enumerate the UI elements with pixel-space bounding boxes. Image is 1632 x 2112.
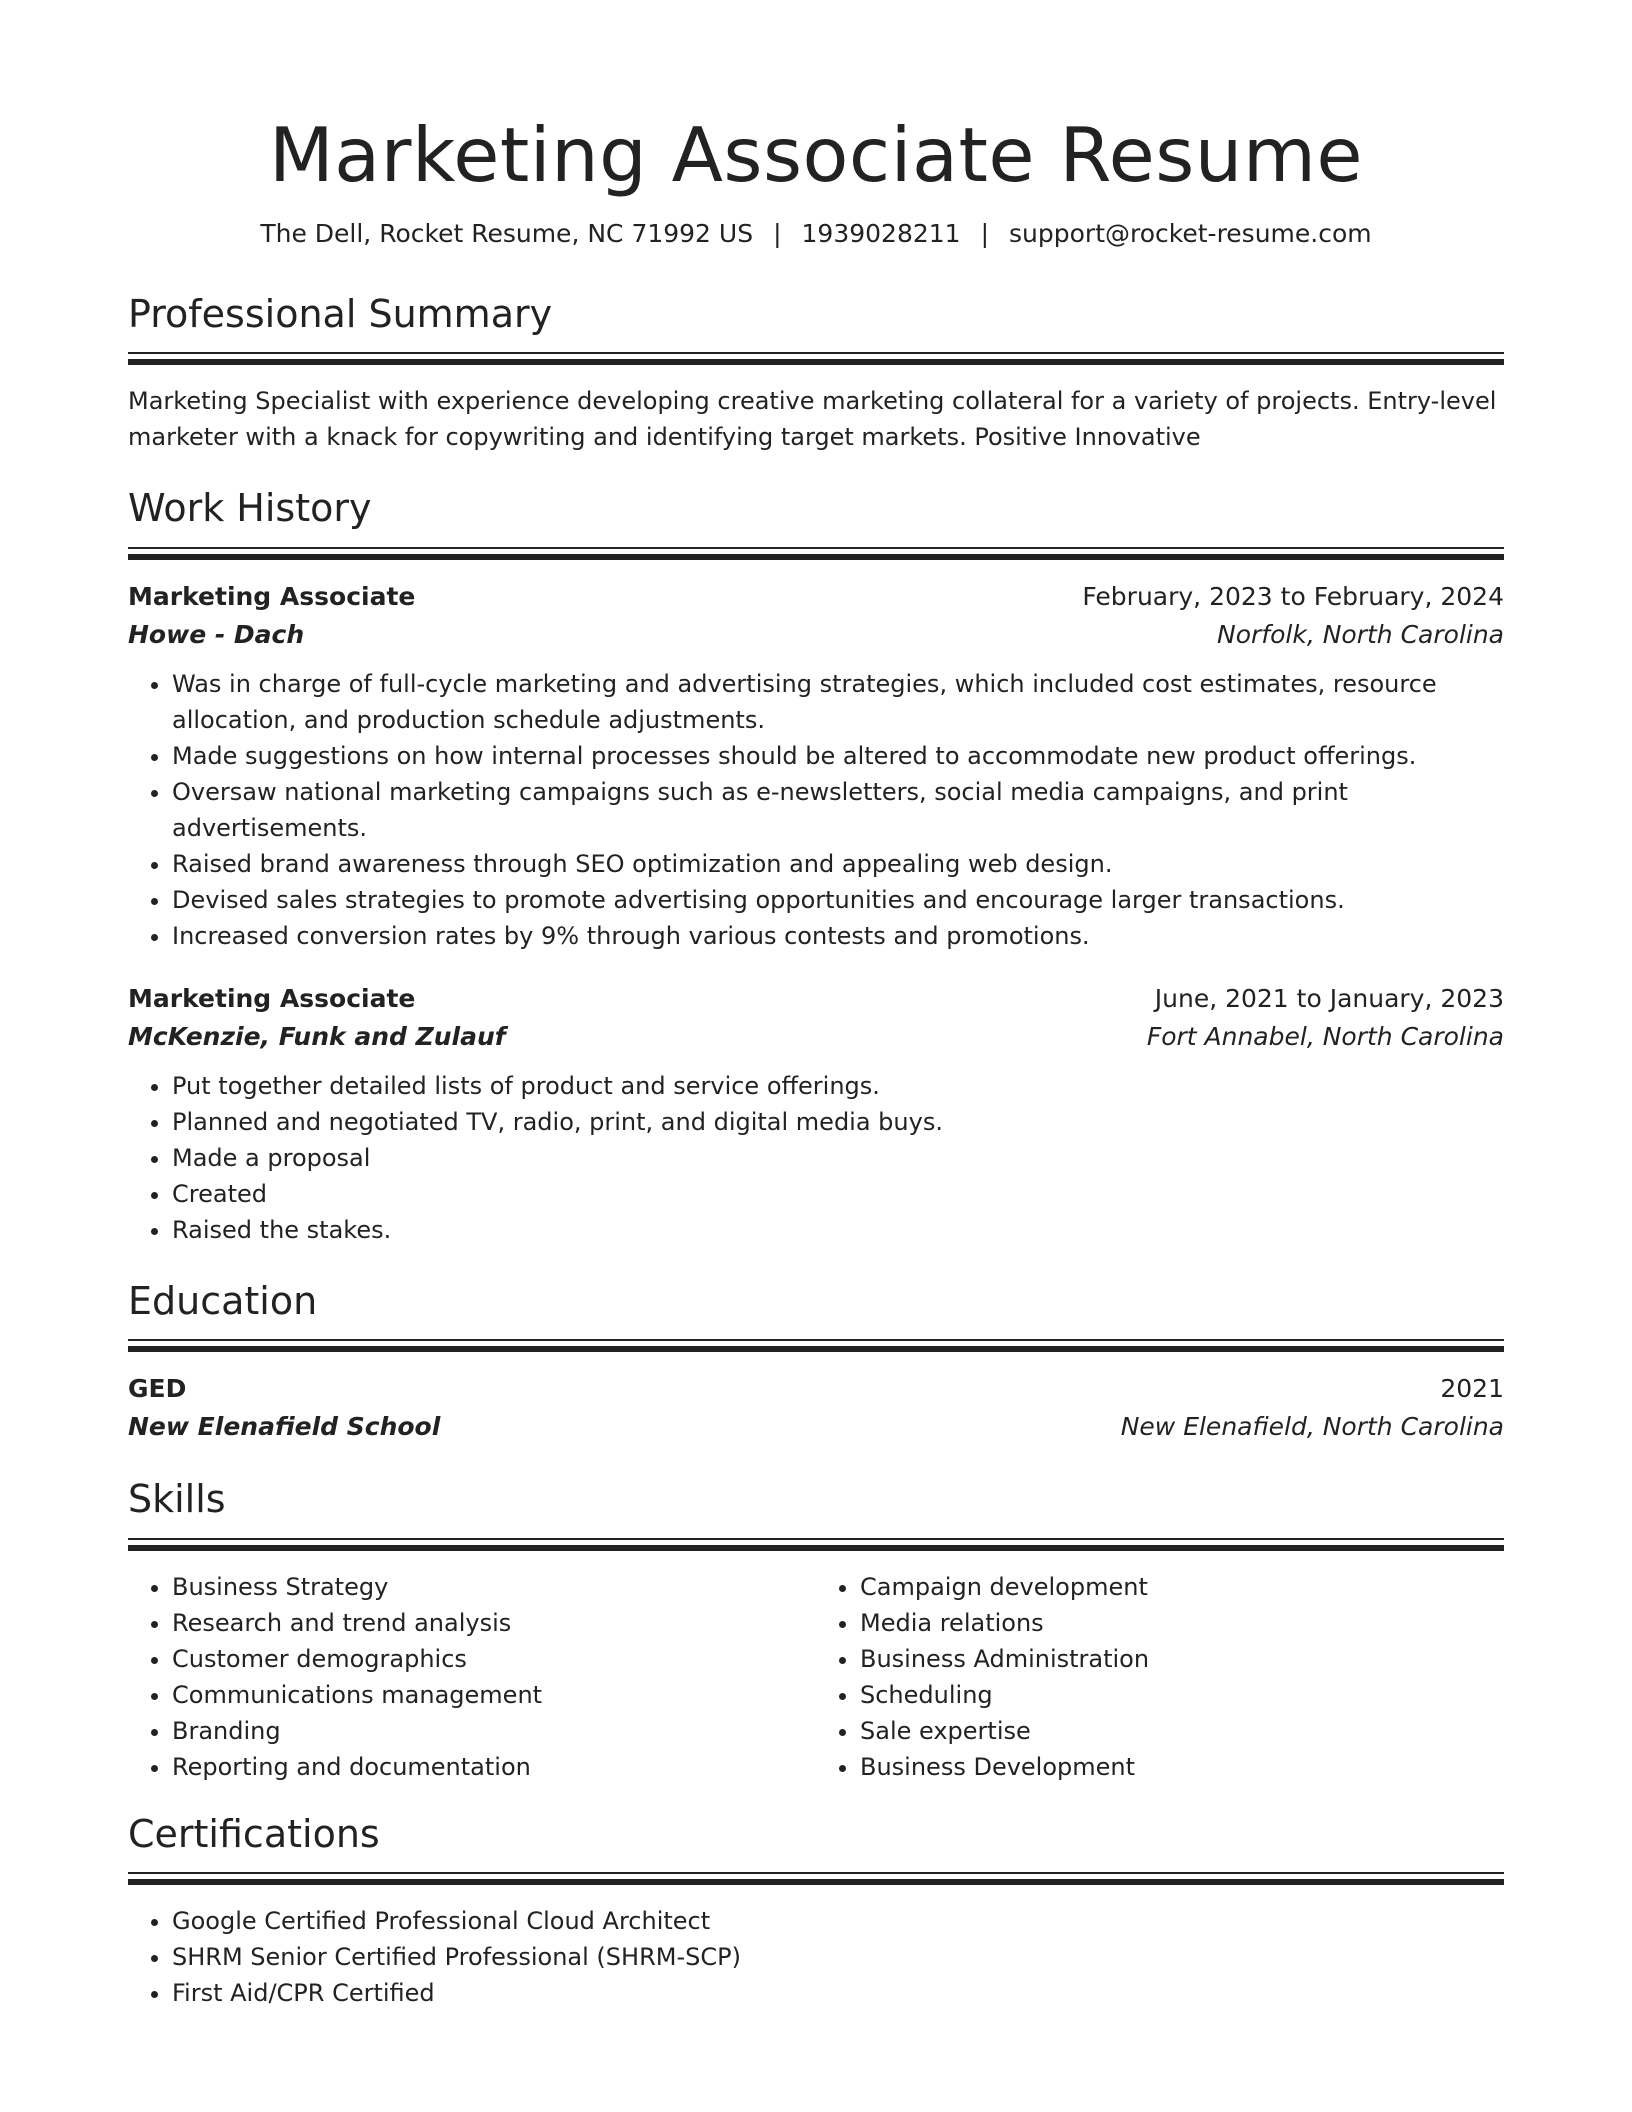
summary-section bbox=[128, 291, 1504, 456]
skill-item: • Business Development bbox=[860, 1749, 1504, 1785]
job-location: Norfolk, North Carolina bbox=[1217, 619, 1504, 649]
job-bullet: • Raised the stakes. bbox=[172, 1212, 1504, 1248]
skill-item: • Business Strategy bbox=[172, 1569, 816, 1605]
contact-separator: | bbox=[980, 219, 990, 248]
job-bullet: • Put together detailed lists of product and service offerings. bbox=[172, 1068, 1504, 1104]
job-dates: February, 2023 to February, 2024 bbox=[1082, 581, 1504, 611]
education-year: 2021 bbox=[1440, 1374, 1504, 1403]
job-bullet: • Made suggestions on how internal processes should be altered to accommodate new product offerings. bbox=[172, 738, 1504, 774]
job-employer: Howe - Dach bbox=[128, 619, 305, 649]
skill-item: • Scheduling bbox=[860, 1677, 1504, 1713]
education-school: New Elenafield School bbox=[128, 1412, 441, 1441]
section-heading-work-history: Work History bbox=[128, 486, 372, 530]
job-bullet: • Raised brand awareness through SEO optimization and appealing web design. bbox=[172, 846, 1504, 882]
skill-item: • Customer demographics bbox=[172, 1641, 816, 1677]
section-heading-certifications: Certifications bbox=[128, 1811, 380, 1856]
skill-item: • Research and trend analysis bbox=[172, 1605, 816, 1641]
section-heading-skills: Skills bbox=[128, 1477, 226, 1521]
skills-columns bbox=[128, 1569, 1504, 1785]
skill-item: • Business Administration bbox=[860, 1641, 1504, 1677]
education-location: New Elenafield, North Carolina bbox=[1120, 1412, 1504, 1441]
job-bullet-list bbox=[128, 1068, 1504, 1248]
page-title: Marketing Associate Resume bbox=[268, 111, 1364, 199]
education-degree: GED bbox=[128, 1374, 187, 1403]
contact-email[interactable]: support@rocket-resume.com bbox=[1009, 219, 1372, 248]
job-title: Marketing Associate bbox=[128, 581, 416, 611]
job-bullet: • Planned and negotiated TV, radio, print, and digital media buys. bbox=[172, 1104, 1504, 1140]
job-employer: McKenzie, Funk and Zulauf bbox=[128, 1021, 506, 1051]
section-divider bbox=[128, 547, 1504, 560]
contact-line bbox=[128, 218, 1504, 251]
contact-phone: 1939028211 bbox=[801, 219, 961, 248]
job-bullet: • Was in charge of full-cycle marketing and advertising strategies, which included cost estimates, resource allocation, and production schedule adjustments. bbox=[172, 666, 1504, 738]
skills-list-right bbox=[816, 1569, 1504, 1785]
skills-list-left bbox=[128, 1569, 816, 1785]
certifications-section bbox=[128, 1811, 1504, 2012]
skill-item: • Media relations bbox=[860, 1605, 1504, 1641]
section-heading-education: Education bbox=[128, 1278, 318, 1323]
summary-text: Marketing Specialist with experience developing creative marketing collateral for a variety of projects. Entry-level marketer with a knack for copywriting and identifying target markets. Positive Innovative bbox=[128, 387, 1497, 451]
job-bullet: • Increased conversion rates by 9% through various contests and promotions. bbox=[172, 918, 1504, 954]
section-heading-summary: Professional Summary bbox=[128, 291, 553, 336]
skill-item: • Branding bbox=[172, 1713, 816, 1749]
job-title: Marketing Associate bbox=[128, 983, 416, 1013]
certifications-list bbox=[128, 1903, 1504, 2011]
certification-item: • SHRM Senior Certified Professional (SHRM-SCP) bbox=[172, 1939, 1504, 1975]
job-bullet: • Made a proposal bbox=[172, 1140, 1504, 1176]
certification-item: • Google Certified Professional Cloud Architect bbox=[172, 1903, 1504, 1939]
section-divider bbox=[128, 1872, 1504, 1885]
job-bullet: • Devised sales strategies to promote advertising opportunities and encourage larger transactions. bbox=[172, 882, 1504, 918]
contact-separator: | bbox=[773, 219, 782, 248]
job-location: Fort Annabel, North Carolina bbox=[1146, 1021, 1504, 1051]
education-section bbox=[128, 1278, 1504, 1447]
job-bullet-list bbox=[128, 666, 1504, 954]
certification-item: • First Aid/CPR Certified bbox=[172, 1975, 1504, 2011]
job-dates: June, 2021 to January, 2023 bbox=[1154, 983, 1504, 1013]
job-bullet: • Oversaw national marketing campaigns such as e-newsletters, social media campaigns, and print advertisements. bbox=[172, 774, 1504, 846]
section-divider bbox=[128, 1538, 1504, 1551]
skill-item: • Reporting and documentation bbox=[172, 1749, 816, 1785]
skill-item: • Sale expertise bbox=[860, 1713, 1504, 1749]
work-history-section bbox=[128, 485, 1504, 1248]
job-bullet: • Created bbox=[172, 1176, 1504, 1212]
skill-item: • Campaign development bbox=[860, 1569, 1504, 1605]
job-entry bbox=[128, 578, 1504, 954]
section-divider bbox=[128, 1339, 1504, 1352]
section-divider bbox=[128, 352, 1504, 365]
skills-section bbox=[128, 1476, 1504, 1785]
contact-address: The Dell, Rocket Resume, NC 71992 US bbox=[260, 219, 754, 248]
skill-item: • Communications management bbox=[172, 1677, 816, 1713]
job-entry bbox=[128, 980, 1504, 1248]
